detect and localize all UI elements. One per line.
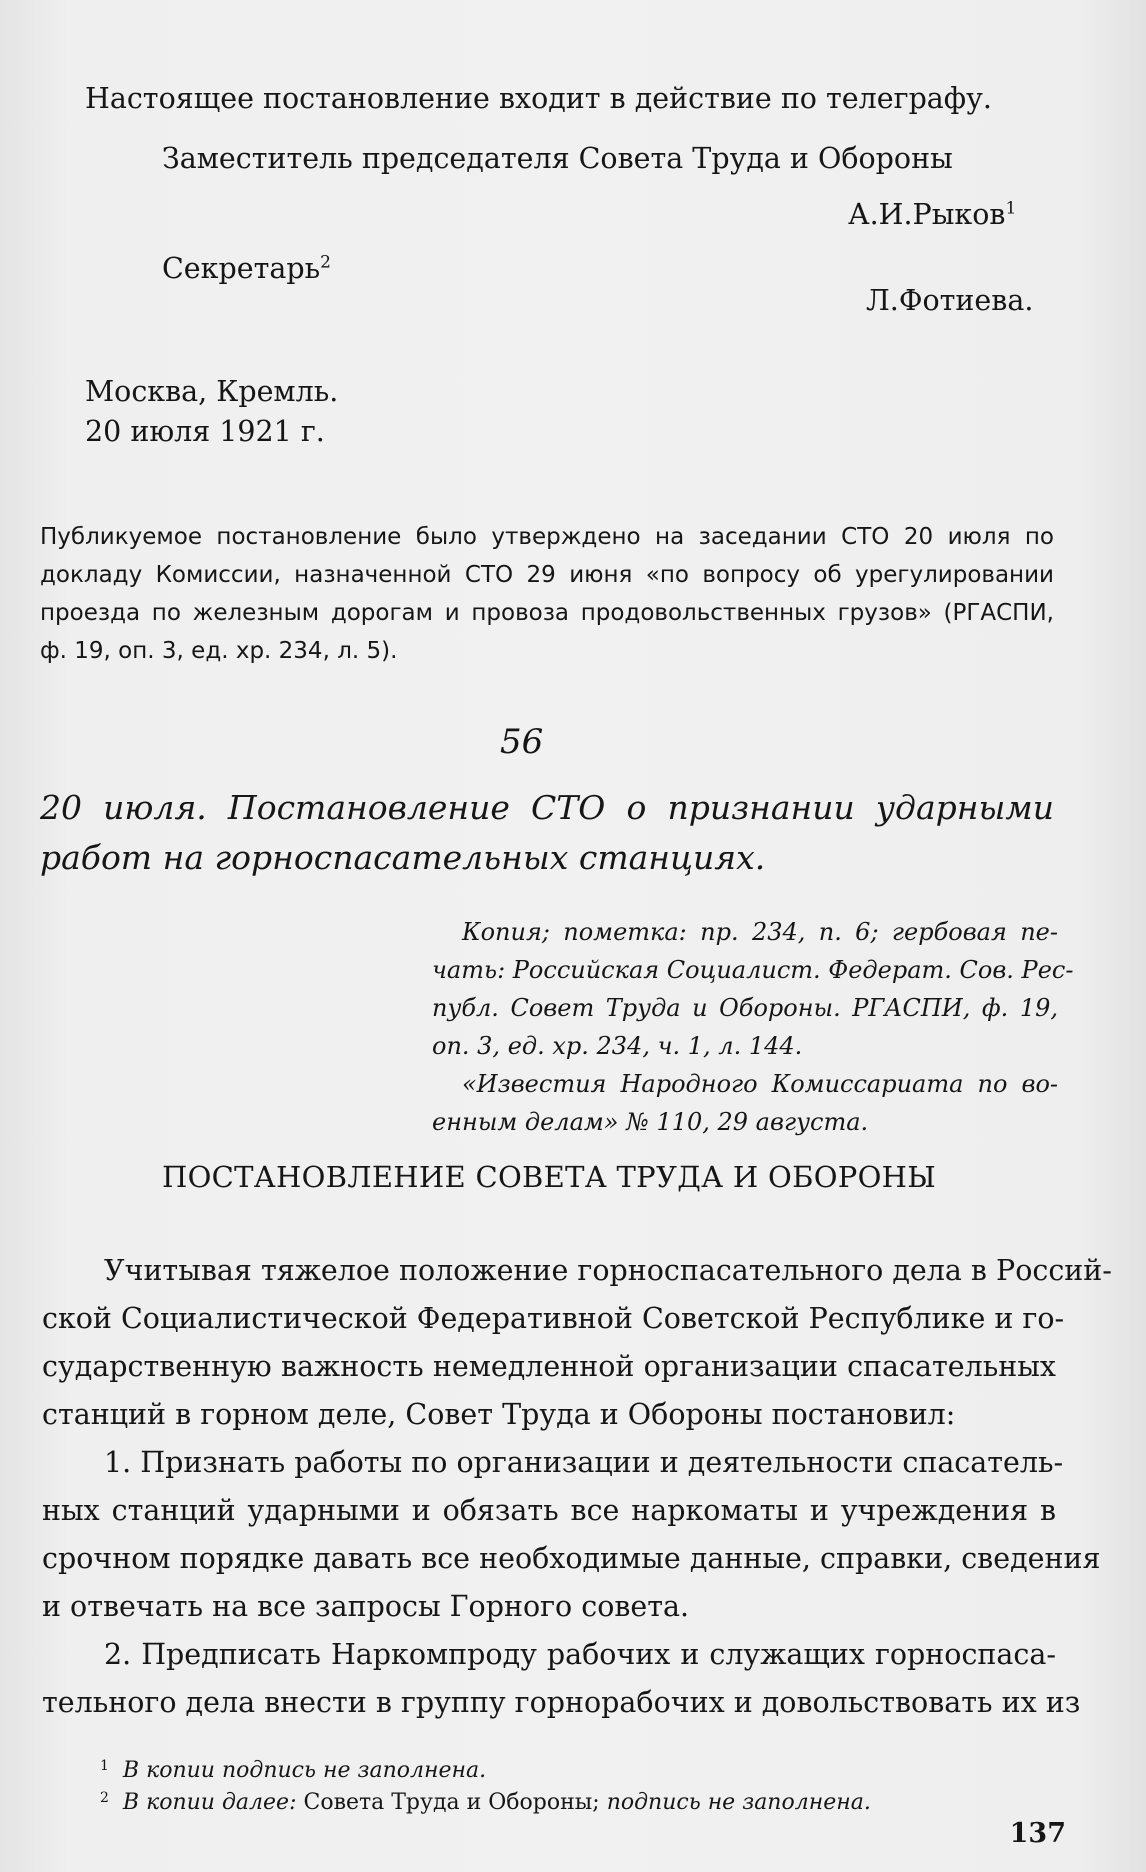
body-line: тельного дела внести в группу горнорабочих и довольствовать их из (42, 1686, 1081, 1719)
page-number: 137 (1009, 1818, 1066, 1849)
body-line: Учитывая тяжелое положение горноспасательного дела в Россий- (104, 1254, 1112, 1287)
deputy-name: А.И.Рыков (848, 198, 1006, 231)
body-line: станций в горном деле, Совет Труда и Обороны постановил: (42, 1398, 956, 1431)
deputy-name-line (848, 198, 1016, 231)
body-line: ской Социалистической Федеративной Советской Республике и го- (42, 1302, 1065, 1335)
place-line: Москва, Кремль. (85, 375, 339, 408)
body-line: ных станций ударными и обязать все наркоматы и учреждения в (42, 1494, 1056, 1527)
source-line: енным делам» № 110, 29 августа. (432, 1108, 869, 1136)
secretary-title-line (162, 252, 331, 285)
deputy-title: Заместитель председателя Совета Труда и Обороны (162, 142, 953, 175)
body-line: сударственную важность немедленной организации спасательных (42, 1350, 1056, 1383)
footnote-1-mark: 1 (100, 1758, 109, 1774)
decree-effect-line: Настоящее постановление входит в действие по телеграфу. (85, 82, 992, 115)
publication-note-line: докладу Комиссии, назначенной СТО 29 июня «по вопросу об урегулировании (40, 562, 1054, 588)
footnote-2-mark: 2 (100, 1790, 109, 1806)
document-heading-line2: работ на горноспасательных станциях. (40, 838, 766, 877)
publication-note-line: ф. 19, оп. 3, ед. хр. 234, л. 5). (40, 638, 398, 664)
source-line: Копия; пометка: пр. 234, п. 6; гербовая пе- (462, 918, 1058, 946)
footnote-mark-2: 2 (320, 252, 331, 273)
document-heading-line1: 20 июля. Постановление СТО о признании ударными (40, 788, 1054, 827)
secretary-name: Л.Фотиева. (866, 284, 1034, 317)
date-line: 20 июля 1921 г. (85, 415, 325, 448)
footnote-1-text: В копии подпись не заполнена. (122, 1758, 487, 1783)
publication-note-line: проезда по железным дорогам и провоза продовольственных грузов» (РГАСПИ, (40, 600, 1054, 626)
body-line: 1. Признать работы по организации и деятельности спасатель- (104, 1446, 1064, 1479)
decree-title: ПОСТАНОВЛЕНИЕ СОВЕТА ТРУДА И ОБОРОНЫ (162, 1160, 937, 1194)
publication-note-line: Публикуемое постановление было утверждено на заседании СТО 20 июля по (40, 524, 1054, 550)
body-line: срочном порядке давать все необходимые данные, справки, сведения (42, 1542, 1101, 1575)
document-number: 56 (500, 722, 544, 762)
footnote-2 (100, 1790, 871, 1815)
source-line: публ. Совет Труда и Обороны. РГАСПИ, ф. 19, (432, 994, 1058, 1022)
source-line: чать: Российская Социалист. Федерат. Сов. Рес- (432, 956, 1074, 984)
body-line: 2. Предписать Наркомпроду рабочих и служащих горноспаса- (104, 1638, 1056, 1671)
footnote-1 (100, 1758, 486, 1783)
source-line: «Известия Народного Комиссариата по во- (462, 1070, 1058, 1098)
footnote-mark-1: 1 (1005, 198, 1017, 219)
footnote-2-regular: Совета Труда и Обороны; (303, 1790, 600, 1815)
secretary-title: Секретарь (162, 252, 321, 285)
source-line: оп. 3, ед. хр. 234, ч. 1, л. 144. (432, 1032, 803, 1060)
body-line: и отвечать на все запросы Горного совета. (42, 1590, 690, 1623)
footnote-2-italic-end: подпись не заполнена. (606, 1790, 871, 1815)
footnote-2-italic: В копии далее: (122, 1790, 297, 1815)
